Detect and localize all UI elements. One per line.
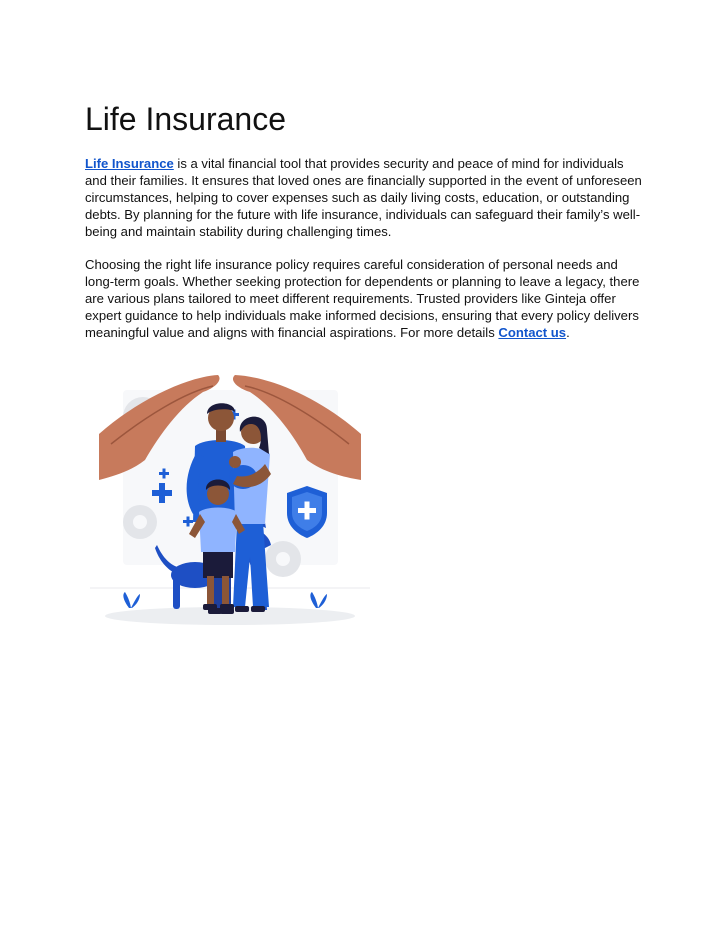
intro-text: is a vital financial tool that provides security and peace of mind for individuals and their families. It ensures that loved ones are financially supported in the event of unforeseen circumstances, helping to cover expenses such as daily living costs, education, or outstanding debts. By planning for the future with life insurance, individuals can safeguard their family’s well-being and maintain stability during challenging times. [85, 156, 642, 239]
page-title: Life Insurance [85, 101, 287, 137]
family-protection-illustration [85, 362, 375, 634]
policy-trailing-text: . [566, 325, 570, 340]
gear-icon [265, 541, 301, 577]
life-insurance-link[interactable]: Life Insurance [85, 156, 174, 171]
gear-icon [123, 505, 157, 539]
plant-icon [123, 592, 140, 608]
plant-icon [310, 592, 327, 608]
intro-paragraph [85, 155, 645, 240]
policy-text: Choosing the right life insurance policy requires careful consideration of personal needs and long-term goals. Whether seeking protection for dependents or planning to leave a legacy, there are various plans tailored to meet different requirements. Trusted providers like Ginteja offer expert guidance to help individuals make informed decisions, ensuring that every policy delivers meaningful value and aligns with financial aspirations. For more details [85, 257, 640, 340]
contact-us-link[interactable]: Contact us [498, 325, 567, 340]
policy-paragraph [85, 256, 645, 341]
